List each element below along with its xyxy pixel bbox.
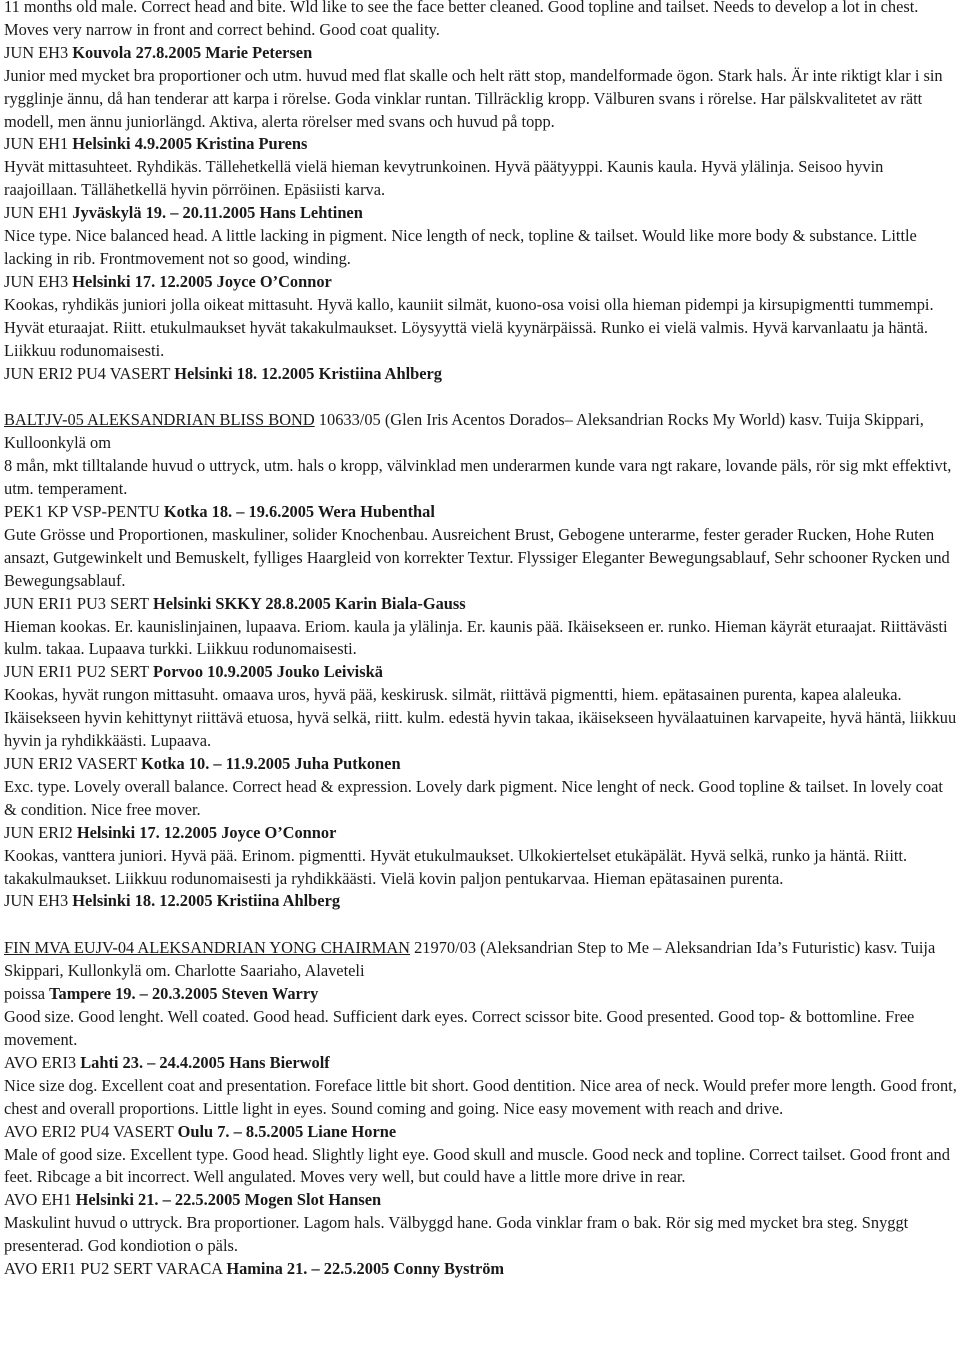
show-result-line [4,890,958,913]
critique-text [4,294,958,363]
result-class: AVO ERI1 PU2 SERT VARACA [4,1259,227,1279]
result-class: JUN ERI2 PU4 VASERT [4,363,175,383]
show-result-line [4,1052,958,1075]
critique-text [4,455,958,501]
show-place-date-judge: Hamina 21. – 22.5.2005 Conny Byström [226,1259,505,1279]
critique-text [4,1144,958,1190]
critique-text [4,0,958,42]
show-place-date-judge: Helsinki 21. – 22.5.2005 Mogen Slot Hansen [75,1190,382,1210]
result-class: poissa [4,984,50,1004]
critique-text [4,845,958,891]
result-class: JUN EH1 [4,203,73,223]
dog-section [4,0,958,385]
critique-body: 11 months old male. Correct head and bite. Wld like to see the face better cleaned. Good topline and tailset. Needs to develop a lot in chest. Moves very narrow in front and correct behind. Good coat quality. [4,0,919,39]
critique-text [4,156,958,202]
critique-text [4,776,958,822]
show-place-date-judge: Helsinki 18. 12.2005 Kristiina Ahlberg [174,363,442,383]
show-place-date-judge: Helsinki 17. 12.2005 Joyce O’Connor [76,822,337,842]
dog-name: BALTJV-05 ALEKSANDRIAN BLISS BOND [4,410,315,430]
show-result-line [4,271,958,294]
dog-details: 21970/03 (Aleksandrian Step to Me – Aleksandrian Ida’s Futuristic) kasv. Tuija Skippari, Kullonkylä om. Charlotte Saariaho, Alaveteli [4,938,936,981]
critique-text [4,225,958,271]
critique-text [4,684,958,753]
critique-body: Hyvät mittasuhteet. Ryhdikäs. Tällehetkellä vielä hieman kevytrunkoinen. Hyvä päätyyppi. Kaunis kaula. Hyvä ylälinja. Seisoo hyvin raajoillaan. Tällähetkellä hyvin pörröinen. Epäsiisti karva. [4,157,884,200]
show-result-line [4,501,958,524]
result-class: AVO ERI2 PU4 VASERT [4,1121,178,1141]
critique-body: Junior med mycket bra proportioner och utm. huvud med flat skalle och helt rätt stop, mandelformade ögon. Stark hals. Är inte riktigt klar i sin rygglinje ännu, då han tenderar att karpa i rörelse. Goda vinklar runtan. Tillräcklig kropp. Välburen svans i rörelse. Har pälskvalitetet av rätt modell, men ännu juniorlängd. Aktiva, alerta rörelser med svans och huvud på topp. [4,65,943,131]
dog-name: FIN MVA EUJV-04 ALEKSANDRIAN YONG CHAIRMAN [4,938,411,958]
dog-section [4,937,958,1281]
result-class: JUN ERI1 PU3 SERT [4,593,153,613]
show-result-line [4,593,958,616]
critique-text [4,616,958,662]
critique-body: Gute Grösse und Proportionen, maskuliner, solider Knochenbau. Ausreichent Brust, Gebogene unterarme, fester gerader Rucken, Hohe Ruten ansazt, Gutgewinkelt und Bemuskelt, fylliges Haargleid von korrekter Textur. Flyssiger Eleganter Bewegungsablauf, Sehr schooner Rycken und Bewegungsablauf. [4,524,950,590]
result-class: JUN EH1 [4,134,73,154]
result-class: JUN EH3 [4,891,73,911]
show-result-line [4,1189,958,1212]
show-place-date-judge: Tampere 19. – 20.3.2005 Steven Warry [49,984,319,1004]
show-result-line [4,1258,958,1281]
critique-text [4,524,958,593]
dog-heading [4,937,958,983]
show-result-line [4,133,958,156]
critique-body: Kookas, ryhdikäs juniori jolla oikeat mittasuht. Hyvä kallo, kauniit silmät, kuono-osa voisi olla hieman pidempi ja kirsupigmentti tummempi. Hyvät eturaajat. Riitt. etukulmaukset hyvät takakulmaukset. Löysyyttä vielä kyynärpäissä. Runko ei vielä valmis. Hyvä karvanlaatu ja häntä. Liikkuu rodunomaisesti. [4,294,934,360]
critique-body: Kookas, hyvät rungon mittasuht. omaava uros, hyvä pää, keskirusk. silmät, riittävä pigmentti, hiem. epätasainen purenta, kapea alaleuka. Ikäisekseen hyvin kehittynyt riittävä etuosa, hyvä selkä, riitt. kulm. edestä hyvin takaa, ikäisekseen hyvälaatuinen karvapeite, hyvä häntä, liikkuu hyvin ja ryhdikkäästi. Lupaava. [4,685,957,751]
result-class: PEK1 KP VSP-PENTU [4,502,164,522]
result-class: JUN EH3 [4,42,73,62]
result-class: AVO EH1 [4,1190,76,1210]
show-result-line [4,202,958,225]
show-place-date-judge: Kotka 18. – 19.6.2005 Wera Hubenthal [163,502,435,522]
critique-text [4,1075,958,1121]
critique-body: Nice size dog. Excellent coat and presentation. Foreface little bit short. Good dentition. Nice area of neck. Would prefer more length. Good front, chest and overall proportions. Little light in eyes. Sound coming and going. Nice easy movement with reach and drive. [4,1075,957,1118]
critique-body: Kookas, vanttera juniori. Hyvä pää. Erinom. pigmentti. Hyvät etukulmaukset. Ulkokiertelset etukäpälät. Hyvä selkä, runko ja häntä. Riitt. takakulmaukset. Liikkuu rodunomaisesti ja ryhdikkäästi. Vielä kovin paljon pentukarvaa. Hieman epätasainen purenta. [4,845,908,888]
dog-details: 10633/05 (Glen Iris Acentos Dorados– Aleksandrian Rocks My World) kasv. Tuija Skippari, Kulloonkylä om [4,410,924,453]
show-result-line [4,822,958,845]
dog-section [4,409,958,913]
show-result-line [4,753,958,776]
critique-body: Male of good size. Excellent type. Good head. Slightly light eye. Good skull and muscle. Good neck and topline. Correct tailset. Good front and feet. Ribcage a bit incorrect. Well angulated. Moves very well, but could have a little more drive in rear. [4,1144,950,1187]
section-gap [4,913,958,937]
show-place-date-judge: Porvoo 10.9.2005 Jouko Leiviskä [152,662,383,682]
critique-text [4,1212,958,1258]
critique-body: Good size. Good lenght. Well coated. Good head. Sufficient dark eyes. Correct scissor bite. Good presented. Good top- & bottomline. Free movement. [4,1007,915,1049]
critique-body: 8 mån, mkt tilltalande huvud o uttryck, utm. hals o kropp, välvinklad men underarmen kunde vara ngt rakare, lovande päls, rör sig mkt effektivt, utm. temperament. [4,456,952,499]
show-result-line [4,363,958,386]
show-place-date-judge: Kotka 10. – 11.9.2005 Juha Putkonen [141,754,401,773]
result-class: JUN ERI2 VASERT [4,754,141,773]
result-class: JUN EH3 [4,271,73,291]
show-place-date-judge: Jyväskylä 19. – 20.11.2005 Hans Lehtinen [72,203,363,223]
result-class: AVO ERI3 [4,1052,81,1072]
document-body [4,0,958,1281]
show-result-line [4,661,958,684]
critique-body: Nice type. Nice balanced head. A little lacking in pigment. Nice length of neck, topline & tailset. Would like more body & substance. Little lacking in rib. Frontmovement not so good, winding. [4,226,917,268]
show-result-line [4,42,958,65]
show-result-line [4,1121,958,1144]
critique-text [4,65,958,134]
show-place-date-judge: Oulu 7. – 8.5.2005 Liane Horne [177,1121,397,1141]
result-class: JUN ERI2 [4,822,77,842]
show-place-date-judge: Lahti 23. – 24.4.2005 Hans Bierwolf [80,1052,330,1072]
show-result-line [4,983,958,1006]
critique-body: Maskulint huvud o uttryck. Bra proportioner. Lagom hals. Välbyggd hane. Goda vinklar fram o bak. Rör sig med mycket bra steg. Snyggt presenterad. God kondiotion o päls. [4,1213,909,1256]
critique-body: Hieman kookas. Er. kaunislinjainen, lupaava. Eriom. kaula ja ylälinja. Er. kaunis pää. Ikäisekseen er. runko. Hieman käyrät eturaajat. Riittävästi kulm. takaa. Lupaava turkki. Liikkuu rodunomaisesti. [4,616,948,659]
critique-text [4,1006,958,1052]
result-class: JUN ERI1 PU2 SERT [4,662,153,682]
show-place-date-judge: Helsinki 4.9.2005 Kristina Purens [72,134,308,154]
critique-body: Exc. type. Lovely overall balance. Correct head & expression. Lovely dark pigment. Nice lenght of neck. Good topline & tailset. In lovely coat & condition. Nice free mover. [4,776,943,819]
show-place-date-judge: Helsinki 17. 12.2005 Joyce O’Connor [72,271,332,291]
show-place-date-judge: Helsinki 18. 12.2005 Kristiina Ahlberg [72,891,341,911]
show-place-date-judge: Helsinki SKKY 28.8.2005 Karin Biala-Gauss [152,593,466,613]
section-gap [4,385,958,409]
dog-heading [4,409,958,455]
show-place-date-judge: Kouvola 27.8.2005 Marie Petersen [72,42,313,62]
